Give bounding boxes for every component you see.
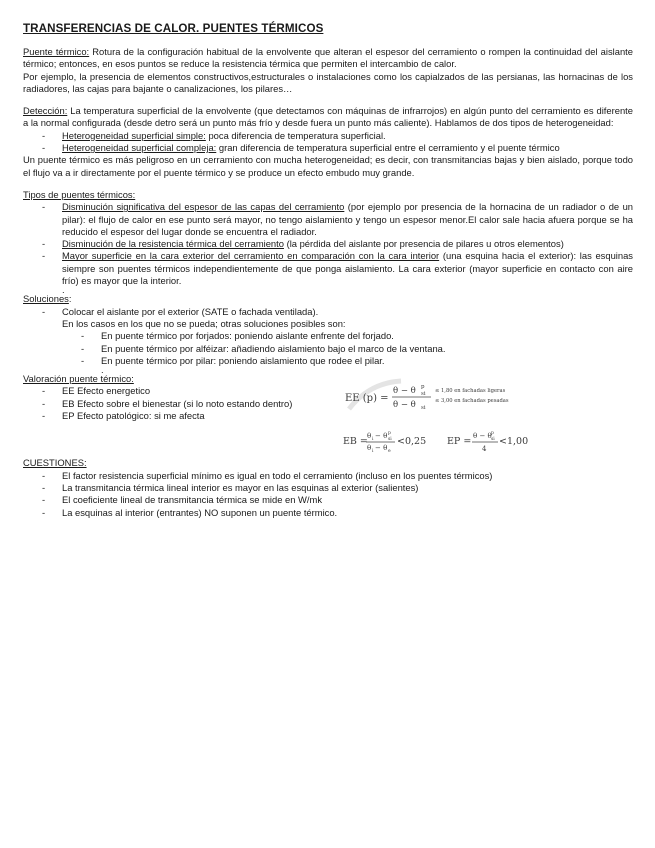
list-item: - En puente térmico por alféizar: añadiendo aislamiento bajo el marco de la ventana. [23,343,633,355]
list-item: - Colocar el aislante por el exterior (SATE o fachada ventilada). [23,306,633,318]
item-label: Disminución de la resistencia térmica del cerramiento [62,238,284,250]
deteccion-after: Un puente térmico es más peligroso en un cerramiento con mucha heterogeneidad; es decir, con transmitancias bajas y bien aislado, porque todo el flujo va a ir directamente por el puente térmico y se produce un efecto embudo muy grande. [23,154,633,178]
list-item [23,201,633,238]
item-label: Heterogeneidad superficial compleja: [62,142,217,154]
ee-den: θ − θ [393,400,416,411]
list-item [23,130,633,142]
eb-num-sub: i [372,437,374,443]
tipos-trailing-dot: . [62,284,65,296]
puente-example: Por ejemplo, la presencia de elementos constructivos,estructurales o instalaciones como los capialzados de las persianas, las hornacinas de los radiadores, las cajas para bajante o canalizaciones, los pilares… [23,70,633,94]
tipos-heading: Tipos de puentes térmicos: [23,188,136,200]
ee-formula-image [341,379,516,415]
document-page [23,22,633,519]
deteccion-paragraph [23,105,633,130]
eb-den-sub: i [372,449,374,455]
ee-note-2: ≤ 3,00 en fachadas pesadas [435,398,509,405]
cuestiones-heading: CUESTIONES: [23,457,87,469]
eb-den-sub2: e [388,449,391,455]
ep-lhs: EP = [447,436,472,448]
list-item [23,142,633,154]
cuestiones-list [23,470,633,519]
valoracion-heading: Valoración puente térmico: [23,373,134,385]
list-item [23,250,633,287]
tipos-list [23,201,633,287]
eb-num-sub2: si [388,437,392,443]
eb-rhs: <0,25 [397,436,427,448]
list-item [23,238,633,250]
eb-den: θ [367,444,372,453]
page-title: TRANSFERENCIAS DE CALOR. PUENTES TÉRMICOS [23,22,324,35]
item-text: (la pérdida del aislante por presencia de pilares u otros elementos) [283,238,564,250]
ee-num-sup: p [421,384,425,391]
valoracion-list [23,385,343,422]
ee-num: θ − θ [393,386,416,397]
item-text: gran diferencia de temperatura superficial entre el cerramiento y el puente térmico [216,142,560,154]
list-item: - En puente térmico por pilar: poniendo aislamiento que rodee el pilar. [23,355,633,367]
list-item: - EP Efecto patológico: si me afecta [23,410,343,422]
ep-num-sub: si [491,437,495,443]
ep-den: 4 [482,445,487,454]
eb-lhs: EB = [343,436,368,448]
ep-formula-image [445,429,529,454]
ee-num-sub: si [421,391,426,398]
ep-rhs: <1,00 [499,436,529,448]
puente-text: Rotura de la configuración habitual de la envolvente que alteran el espesor del cerramiento o rompen la continuidad del aislante térmico; entonces, en esos puntos se reduce la resistencia térmica que permiten el intercambio de calor. [23,46,633,70]
soluciones-label: Soluciones [23,293,69,305]
eb-den-mid: − θ [375,444,388,453]
soluciones-heading [23,293,633,305]
soluciones-list [23,306,633,318]
puente-label: Puente térmico: [23,46,90,57]
list-item: - El coeficiente lineal de transmitancia térmica se mide en W/mk [23,494,633,506]
eb-num-mid: − θ [375,432,388,441]
ep-num-sup: p [491,431,494,437]
valoracion-section [23,385,633,457]
list-item: - La transmitancia térmica lineal interior es mayor en las esquinas al exterior (salientes) [23,482,633,494]
eb-num: θ [367,432,372,441]
soluciones-colon: : [68,293,72,305]
eb-num-sup: p [388,431,391,437]
soluciones-sublist [23,330,633,367]
deteccion-label: Detección: [23,105,68,117]
list-item: - El factor resistencia superficial mínimo es igual en todo el cerramiento (incluso en los puentes térmicos) [23,470,633,482]
item-label: Heterogeneidad superficial simple: [62,129,206,141]
eb-formula-image [341,429,436,453]
item-label: Mayor superficie en la cara exterior del cerramiento en comparación con la cara interior [62,250,440,262]
item-text: (una esquina hacia el exterior): las esquinas siempre son puentes térmicos independientemente de que ponga aislamiento. La cara exterior (mayor superficie en contacto con aire frío) es mayor que la interior. [62,250,633,287]
list-item: - EE Efecto energetico [23,385,343,397]
item-text: poca diferencia de temperatura superficial. [205,129,386,141]
soluciones-intro: En los casos en los que no se pueda; otras soluciones posibles son: [62,317,346,329]
ep-num: θ − θ [473,432,492,441]
deteccion-text: La temperatura superficial de la envolvente (que detectamos con máquinas de infrarrojos) en algún punto del cerramiento es diferente a la normal configurada (desde detro será un punto más frío y desde fuera un punto más caliente). Hablamos de dos tipos de heterogeneidad: [23,105,633,129]
list-item: - La esquinas al interior (entrantes) NO suponen un puente térmico. [23,507,633,519]
list-item: - En puente térmico por forjados: poniendo aislante enfrente del forjado. [23,330,633,342]
ee-note-1: ≤ 1,80 en fachadas ligeras [435,388,506,395]
item-text: (por ejemplo por presencia de la hornacina de un radiador o de un pilar): el flujo de calor en ese punto será mayor, no tengo aislamiento y tengo un espesor menor.El calor sale hacia afuera porque se ha reducido el espesor del lugar donde se encuentra el radiador. [62,201,633,237]
list-item: - EB Efecto sobre el bienestar (si lo noto estando dentro) [23,398,343,410]
puente-paragraph [23,46,633,71]
soluciones-trailing-dot: . [101,364,104,376]
heterogeneidad-list [23,130,633,155]
ee-lhs: EE (p) = [345,393,389,405]
item-label: Disminución significativa del espesor de las capas del cerramiento [62,201,345,213]
ee-den-sub: si [421,405,426,412]
